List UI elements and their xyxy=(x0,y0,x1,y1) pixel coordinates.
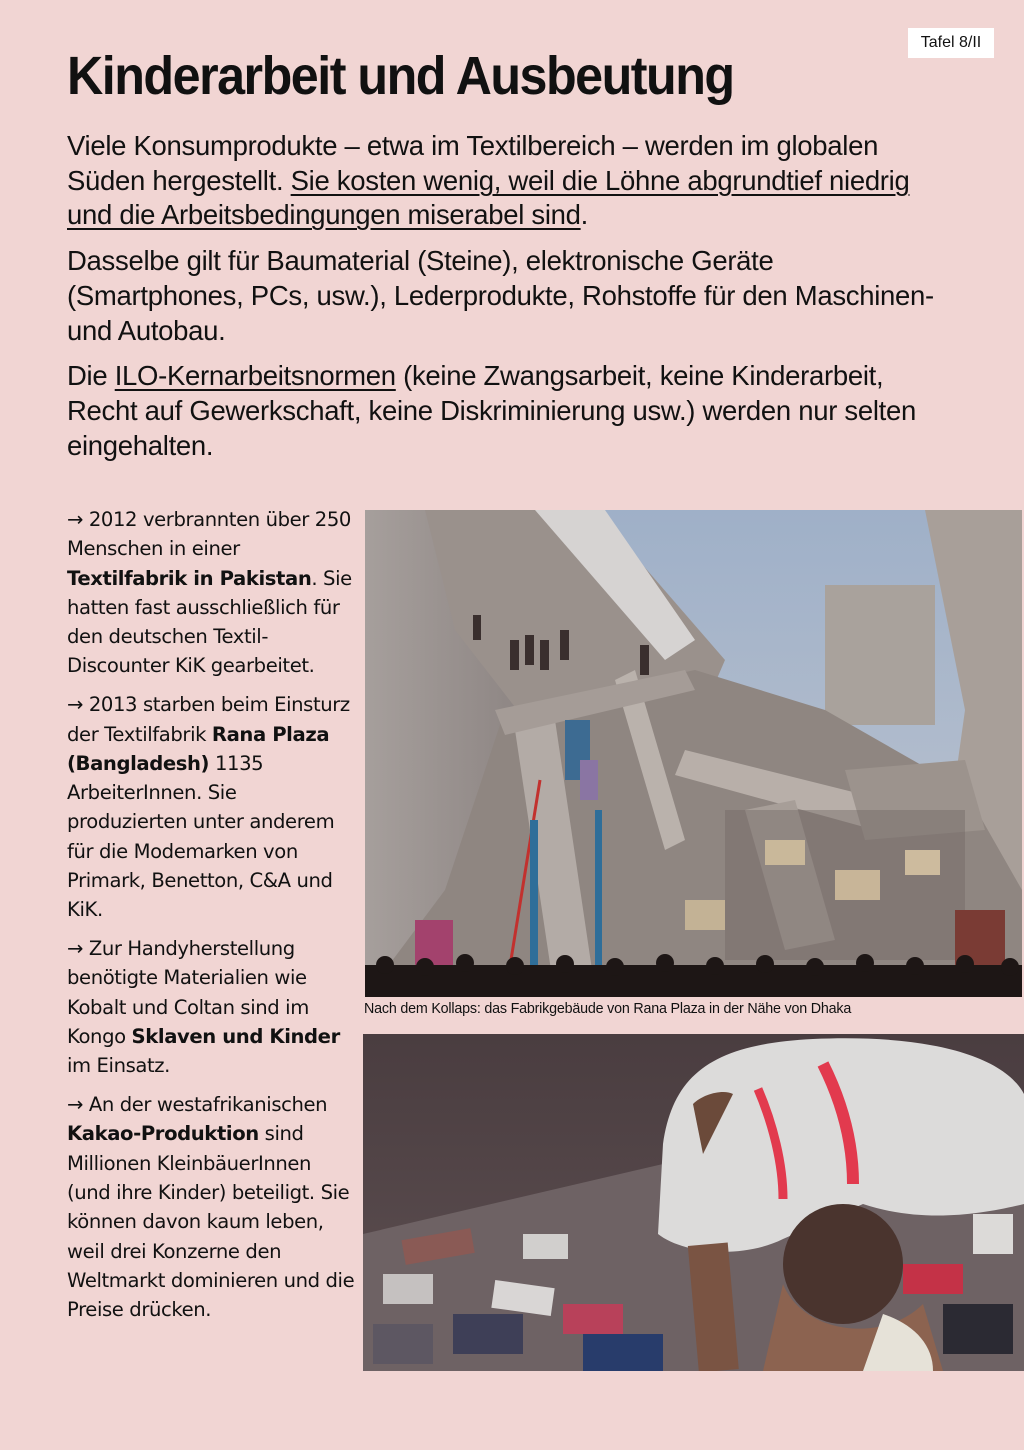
fact-highlight: Kakao-Produktion xyxy=(67,1122,259,1146)
ilo-link[interactable]: ILO-Kernarbeitsnormen xyxy=(114,360,396,392)
arrow-icon: → xyxy=(67,693,84,717)
rana-plaza-collapse-image xyxy=(365,510,1022,997)
intro-paragraph-1 xyxy=(67,129,947,233)
intro-p1-text: Viele Konsumprodukte – etwa im Textilbereich – werden im globalen Süden hergestellt. xyxy=(67,130,879,196)
fact-highlight: Textilfabrik in Pakistan xyxy=(67,566,312,590)
fact-text: Zur Handyherstellung benötigte Materialien wie Kobalt und Coltan sind im Kongo xyxy=(67,937,309,1049)
intro-paragraph-3 xyxy=(67,359,947,463)
intro-p3-end: (keine Zwangsarbeit, keine Kinderarbeit, Recht auf Gewerkschaft, keine Diskriminierung usw.) werden nur selten eingehalten. xyxy=(67,360,916,461)
intro-p1-emphasis: Sie kosten wenig, weil die Löhne abgrundtief niedrig und die Arbeitsbedingungen miserabel sind xyxy=(67,164,910,231)
fact-text: An der westafrikanischen xyxy=(83,1093,328,1117)
child-labour-photo xyxy=(363,1034,1024,1371)
arrow-icon: → xyxy=(67,937,84,961)
fact-text: 1135 ArbeiterInnen. Sie produzierten unter anderem für die Modemarken von Primark, Benetton, C&A und KiK. xyxy=(67,751,335,922)
rana-plaza-collapse-photo xyxy=(365,510,1022,997)
fact-highlight: Sklaven und Kinder xyxy=(131,1025,340,1049)
fact-item xyxy=(67,1090,357,1324)
fact-text: 2012 verbrannten über 250 Menschen in einer xyxy=(67,508,351,561)
photo-caption: Nach dem Kollaps: das Fabrikgebäude von Rana Plaza in der Nähe von Dhaka xyxy=(364,1001,852,1017)
fact-highlight: Rana Plaza (Bangladesh) xyxy=(67,722,330,775)
facts-column xyxy=(67,505,357,1334)
fact-text: sind Millionen KleinbäuerInnen (und ihre Kinder) beteiligt. Sie können davon kaum leben, weil drei Konzerne den Weltmarkt dominieren und die Preise drücken. xyxy=(67,1122,355,1322)
fact-item xyxy=(67,505,357,681)
intro-p1-end: . xyxy=(580,199,588,231)
panel-number-tag: Tafel 8/II xyxy=(908,28,994,58)
child-carrying-sack-image xyxy=(363,1034,1024,1371)
page-title: Kinderarbeit und Ausbeutung xyxy=(67,46,734,106)
intro-paragraph-2: Dasselbe gilt für Baumaterial (Steine), elektronische Geräte (Smartphones, PCs, usw.), Lederprodukte, Rohstoffe für den Maschinen- und Autobau. xyxy=(67,245,934,346)
intro-text xyxy=(67,129,947,474)
arrow-icon: → xyxy=(67,508,84,531)
fact-item xyxy=(67,934,357,1080)
fact-text: 2013 starben beim Einsturz der Textilfabrik xyxy=(67,693,350,746)
arrow-icon: → xyxy=(67,1093,84,1117)
fact-text: im Einsatz. xyxy=(67,1054,171,1078)
intro-p3-start: Die xyxy=(67,360,115,392)
fact-text: . Sie hatten fast ausschließlich für den deutschen Textil-Discounter KiK gearbeitet. xyxy=(67,566,352,678)
fact-item xyxy=(67,690,357,924)
